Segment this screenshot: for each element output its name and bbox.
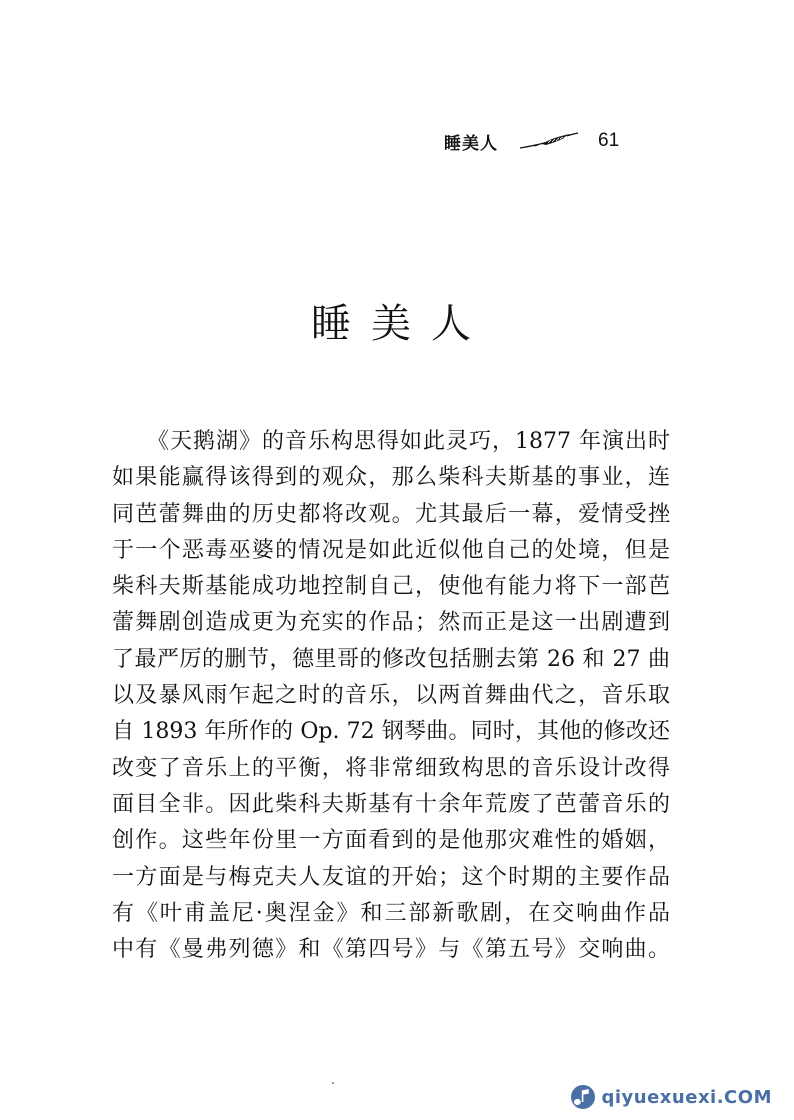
body-line: 创作。这些年份里一方面看到的是他那灾难性的婚姻， [112,828,670,854]
chapter-title: 睡美人 [311,301,491,347]
body-line: 《天鹅湖》的音乐构思得如此灵巧，1877 年演出时 [112,429,670,454]
body-line: 如果能赢得该得到的观众，那么柴科夫斯基的事业，连 [112,465,670,491]
body-line: 同芭蕾舞曲的历史都将改观。尤其最后一幕，爱情受挫 [112,501,670,527]
music-note-logo-icon [570,1084,596,1110]
body-paragraph [112,424,670,968]
running-header [444,126,619,156]
watermark-text: qiyuexuexi.COM [601,1086,772,1108]
body-line: 柴科夫斯基能成功地控制自己，使他有能力将下一部芭 [112,574,670,600]
feather-quill-ornament-icon [518,131,580,151]
body-line: 改变了音乐上的平衡，将非常细致构思的音乐设计改得 [112,755,670,781]
body-line: 蕾舞剧创造成更为充实的作品；然而正是这一出剧遭到 [112,610,670,636]
running-title: 睡美人 [444,133,498,154]
body-line: 面目全非。因此柴科夫斯基有十余年荒废了芭蕾音乐的 [112,791,670,817]
page-number: 61 [598,130,620,151]
body-line: 自 1893 年所作的 Op. 72 钢琴曲。同时，其他的修改还 [112,719,670,745]
body-line: 于一个恶毒巫婆的情况是如此近似他自己的处境，但是 [112,537,670,563]
body-line: 一方面是与梅克夫人友谊的开始；这个时期的主要作品 [112,864,670,890]
scan-speck [332,1082,334,1084]
body-line: 中有《曼弗列德》和《第四号》与《第五号》交响曲。 [112,937,670,963]
body-line: 了最严厉的删节，德里哥的修改包括删去第 26 和 27 曲 [112,646,670,672]
watermark[interactable] [570,1084,773,1110]
body-line: 有《叶甫盖尼·奥涅金》和三部新歌剧，在交响曲作品 [112,900,670,926]
body-line: 以及暴风雨乍起之时的音乐，以两首舞曲代之，音乐取 [112,683,670,709]
